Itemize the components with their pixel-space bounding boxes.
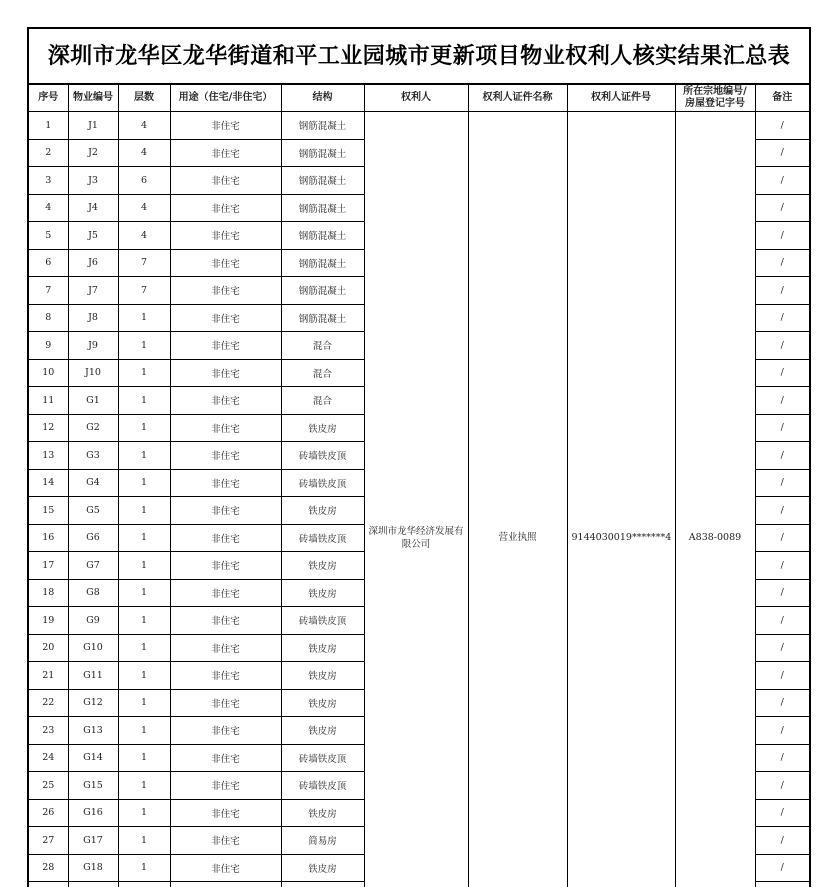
cell-usage: 非住宅 [170, 827, 281, 855]
cell-property-no: G12 [68, 689, 118, 717]
cell-property-no: J3 [68, 167, 118, 195]
header-land-no [675, 85, 755, 112]
cell-usage: 非住宅 [170, 414, 281, 442]
cell-seq: 6 [29, 249, 68, 277]
cell-property-no: G14 [68, 744, 118, 772]
cell-property-no: G7 [68, 552, 118, 580]
cell-usage: 非住宅 [170, 579, 281, 607]
cell-floors: 1 [118, 387, 170, 415]
cell-floors: 7 [118, 277, 170, 305]
cell-empty [68, 882, 118, 887]
cell-empty [118, 882, 170, 887]
cell-structure: 铁皮房 [281, 854, 364, 882]
cell-usage: 非住宅 [170, 717, 281, 745]
cell-property-no: J5 [68, 222, 118, 250]
cell-usage: 非住宅 [170, 854, 281, 882]
cell-property-no: J2 [68, 139, 118, 167]
cell-floors: 4 [118, 139, 170, 167]
cell-property-no: G4 [68, 469, 118, 497]
header-seq: 序号 [29, 85, 68, 112]
cell-cert-no: 9144030019*******4 [567, 112, 675, 887]
cell-structure: 钢筋混凝土 [281, 222, 364, 250]
cell-floors: 6 [118, 167, 170, 195]
cell-structure: 钢筋混凝土 [281, 112, 364, 140]
cell-remark: / [755, 359, 809, 387]
cell-structure: 铁皮房 [281, 717, 364, 745]
cell-property-no: J1 [68, 112, 118, 140]
cell-remark: / [755, 524, 809, 552]
summary-sheet [27, 27, 811, 887]
cell-empty [29, 882, 68, 887]
cell-seq: 9 [29, 332, 68, 360]
cell-floors: 1 [118, 304, 170, 332]
cell-remark: / [755, 689, 809, 717]
cell-floors: 1 [118, 662, 170, 690]
cell-structure: 铁皮房 [281, 799, 364, 827]
cell-usage: 非住宅 [170, 112, 281, 140]
cell-remark: / [755, 387, 809, 415]
cell-usage: 非住宅 [170, 222, 281, 250]
header-land-no-line2: 房屋登记字号 [685, 98, 745, 109]
cell-property-no: J7 [68, 277, 118, 305]
cell-floors: 1 [118, 524, 170, 552]
cell-remark: / [755, 552, 809, 580]
cell-floors: 1 [118, 799, 170, 827]
cell-floors: 1 [118, 634, 170, 662]
cell-floors: 1 [118, 607, 170, 635]
cell-usage: 非住宅 [170, 634, 281, 662]
cell-property-no: G3 [68, 442, 118, 470]
cell-floors: 4 [118, 222, 170, 250]
cell-structure: 钢筋混凝土 [281, 194, 364, 222]
header-cert-no: 权利人证件号 [567, 85, 675, 112]
cell-structure: 混合 [281, 332, 364, 360]
cell-seq: 11 [29, 387, 68, 415]
cell-seq: 17 [29, 552, 68, 580]
cell-land-no: A838-0089 [675, 112, 755, 887]
cell-structure: 砖墙铁皮顶 [281, 744, 364, 772]
cell-seq: 23 [29, 717, 68, 745]
cell-floors: 1 [118, 772, 170, 800]
cell-usage: 非住宅 [170, 689, 281, 717]
cell-seq: 28 [29, 854, 68, 882]
cell-remark: / [755, 332, 809, 360]
cell-usage: 非住宅 [170, 607, 281, 635]
cell-remark: / [755, 304, 809, 332]
cell-structure: 钢筋混凝土 [281, 249, 364, 277]
header-cert-name: 权利人证件名称 [468, 85, 567, 112]
cell-seq: 22 [29, 689, 68, 717]
cell-usage: 非住宅 [170, 744, 281, 772]
header-property-no: 物业编号 [68, 85, 118, 112]
cell-seq: 3 [29, 167, 68, 195]
table-row [29, 112, 809, 140]
cell-floors: 4 [118, 112, 170, 140]
cell-structure: 铁皮房 [281, 414, 364, 442]
cell-seq: 5 [29, 222, 68, 250]
cell-seq: 26 [29, 799, 68, 827]
cell-property-no: G1 [68, 387, 118, 415]
cell-floors: 1 [118, 497, 170, 525]
cell-remark: / [755, 579, 809, 607]
cell-remark: / [755, 607, 809, 635]
cell-usage: 非住宅 [170, 194, 281, 222]
cell-seq: 8 [29, 304, 68, 332]
cell-seq: 2 [29, 139, 68, 167]
cell-property-no: G2 [68, 414, 118, 442]
cell-property-no: G18 [68, 854, 118, 882]
cell-empty [755, 882, 809, 887]
cell-usage: 非住宅 [170, 552, 281, 580]
cell-property-no: J4 [68, 194, 118, 222]
cell-property-no: G16 [68, 799, 118, 827]
cell-floors: 1 [118, 552, 170, 580]
cell-property-no: G8 [68, 579, 118, 607]
cell-remark: / [755, 277, 809, 305]
cell-remark: / [755, 634, 809, 662]
cell-structure: 铁皮房 [281, 579, 364, 607]
cell-floors: 1 [118, 744, 170, 772]
cell-seq: 18 [29, 579, 68, 607]
cell-usage: 非住宅 [170, 497, 281, 525]
cell-remark: / [755, 139, 809, 167]
cell-usage: 非住宅 [170, 772, 281, 800]
table-header-row [29, 85, 809, 112]
cell-floors: 1 [118, 854, 170, 882]
document-title: 深圳市龙华区龙华街道和平工业园城市更新项目物业权利人核实结果汇总表 [29, 29, 809, 85]
cell-usage: 非住宅 [170, 139, 281, 167]
cell-remark: / [755, 414, 809, 442]
header-floors: 层数 [118, 85, 170, 112]
cell-usage: 非住宅 [170, 332, 281, 360]
cell-floors: 1 [118, 689, 170, 717]
cell-structure: 铁皮房 [281, 689, 364, 717]
cell-remark: / [755, 442, 809, 470]
cell-remark: / [755, 222, 809, 250]
cell-seq: 14 [29, 469, 68, 497]
cell-seq: 21 [29, 662, 68, 690]
cell-remark: / [755, 854, 809, 882]
cell-seq: 1 [29, 112, 68, 140]
cell-seq: 15 [29, 497, 68, 525]
cell-seq: 19 [29, 607, 68, 635]
header-land-no-line1: 所在宗地编号/ [683, 86, 747, 97]
cell-seq: 16 [29, 524, 68, 552]
cell-structure: 砖墙铁皮顶 [281, 469, 364, 497]
cell-seq: 27 [29, 827, 68, 855]
cell-structure: 砖墙铁皮顶 [281, 442, 364, 470]
cell-usage: 非住宅 [170, 662, 281, 690]
cell-property-no: J8 [68, 304, 118, 332]
cell-structure: 钢筋混凝土 [281, 167, 364, 195]
cell-seq: 10 [29, 359, 68, 387]
cell-empty [170, 882, 281, 887]
cell-property-no: G17 [68, 827, 118, 855]
cell-remark: / [755, 717, 809, 745]
table-body [29, 112, 809, 887]
cell-remark: / [755, 194, 809, 222]
cell-property-no: G5 [68, 497, 118, 525]
cell-structure: 砖墙铁皮顶 [281, 772, 364, 800]
cell-remark: / [755, 112, 809, 140]
cell-cert-name: 营业执照 [468, 112, 567, 887]
header-structure: 结构 [281, 85, 364, 112]
cell-floors: 1 [118, 469, 170, 497]
cell-floors: 1 [118, 359, 170, 387]
cell-usage: 非住宅 [170, 469, 281, 497]
cell-floors: 1 [118, 827, 170, 855]
cell-seq: 12 [29, 414, 68, 442]
cell-property-no: G10 [68, 634, 118, 662]
cell-remark: / [755, 772, 809, 800]
cell-floors: 1 [118, 442, 170, 470]
cell-usage: 非住宅 [170, 249, 281, 277]
verification-table [29, 85, 809, 887]
cell-structure: 铁皮房 [281, 552, 364, 580]
cell-remark: / [755, 662, 809, 690]
cell-structure: 铁皮房 [281, 497, 364, 525]
cell-structure: 砖墙铁皮顶 [281, 607, 364, 635]
cell-owner: 深圳市龙华经济发展有限公司 [364, 112, 468, 887]
cell-floors: 1 [118, 332, 170, 360]
cell-property-no: G15 [68, 772, 118, 800]
cell-property-no: J10 [68, 359, 118, 387]
cell-usage: 非住宅 [170, 524, 281, 552]
cell-usage: 非住宅 [170, 277, 281, 305]
cell-structure: 铁皮房 [281, 662, 364, 690]
cell-seq: 13 [29, 442, 68, 470]
cell-remark: / [755, 249, 809, 277]
cell-usage: 非住宅 [170, 799, 281, 827]
cell-seq: 4 [29, 194, 68, 222]
cell-usage: 非住宅 [170, 387, 281, 415]
cell-structure: 钢筋混凝土 [281, 304, 364, 332]
cell-structure: 简易房 [281, 827, 364, 855]
cell-property-no: J9 [68, 332, 118, 360]
cell-usage: 非住宅 [170, 359, 281, 387]
cell-floors: 1 [118, 579, 170, 607]
header-remark: 备注 [755, 85, 809, 112]
cell-seq: 7 [29, 277, 68, 305]
cell-property-no: G9 [68, 607, 118, 635]
cell-structure: 铁皮房 [281, 634, 364, 662]
header-owner: 权利人 [364, 85, 468, 112]
cell-empty [281, 882, 364, 887]
cell-remark: / [755, 744, 809, 772]
cell-floors: 4 [118, 194, 170, 222]
cell-usage: 非住宅 [170, 167, 281, 195]
cell-structure: 混合 [281, 387, 364, 415]
cell-structure: 混合 [281, 359, 364, 387]
cell-floors: 7 [118, 249, 170, 277]
cell-remark: / [755, 497, 809, 525]
cell-property-no: G6 [68, 524, 118, 552]
cell-usage: 非住宅 [170, 442, 281, 470]
cell-property-no: G13 [68, 717, 118, 745]
cell-floors: 1 [118, 717, 170, 745]
cell-property-no: G11 [68, 662, 118, 690]
cell-remark: / [755, 167, 809, 195]
cell-remark: / [755, 827, 809, 855]
cell-structure: 钢筋混凝土 [281, 139, 364, 167]
cell-seq: 20 [29, 634, 68, 662]
cell-usage: 非住宅 [170, 304, 281, 332]
cell-remark: / [755, 799, 809, 827]
cell-remark: / [755, 469, 809, 497]
cell-floors: 1 [118, 414, 170, 442]
cell-structure: 钢筋混凝土 [281, 277, 364, 305]
cell-property-no: J6 [68, 249, 118, 277]
cell-seq: 25 [29, 772, 68, 800]
cell-seq: 24 [29, 744, 68, 772]
header-usage: 用途（住宅/非住宅） [170, 85, 281, 112]
cell-structure: 砖墙铁皮顶 [281, 524, 364, 552]
